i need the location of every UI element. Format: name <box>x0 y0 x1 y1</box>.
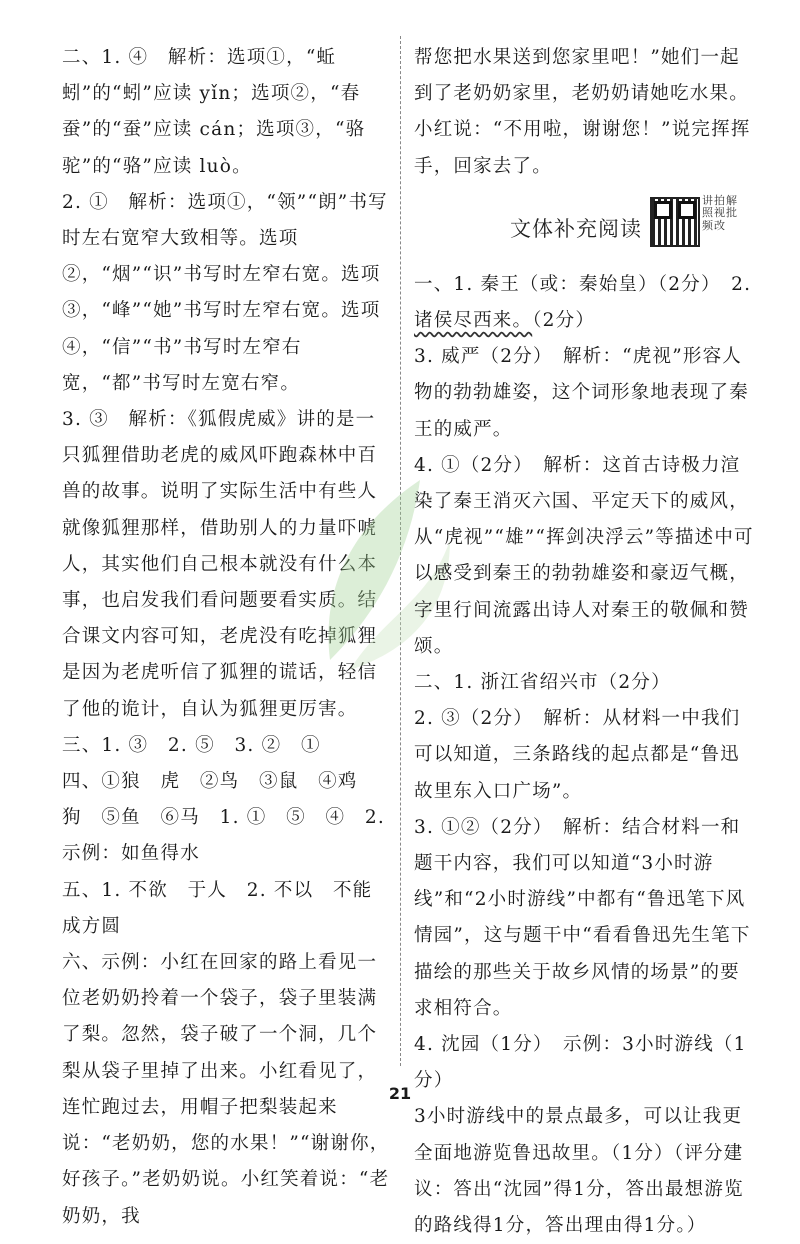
qr-label: 讲拍解照视批频改 <box>702 193 738 232</box>
right-column <box>414 40 754 1244</box>
reading-2-4: 4. 沈园（1分） 示例：3小时游线（1分） <box>414 1034 747 1092</box>
reading-1-3: 3. 威严（2分） 解析：“虎视”形容人物的勃勃雄姿，这个词形象地表现了秦王的威严。 <box>414 346 749 440</box>
answer-2-2: 2. ① 解析：选项①，“领”“朗”书写时左右宽窄大致相等。选项②，“烟”“识”书写时左窄右宽。选项③，“峰”“她”书写时左窄右宽。选项④，“信”“书”书写时左窄右宽，“都”书写时左宽右窄。 <box>62 191 388 394</box>
answer-6: 六、示例：小红在回家的路上看见一位老奶奶拎着一个袋子，袋子里装满了梨。忽然，袋子破了一个洞，几个梨从袋子里掉了出来。小红看见了，连忙跑过去，用帽子把梨装起来说：“老奶奶，您的水果！”“谢谢你，好孩子。”老奶奶说。小红笑着说：“老奶奶，我 <box>62 952 390 1227</box>
answer-4: 四、①狼 虎 ②鸟 ③鼠 ④鸡 狗 ⑤鱼 ⑥马 1. ① ⑤ ④ 2. 示例：如鱼得水 <box>62 771 385 865</box>
reading-1-1-2 <box>414 267 754 339</box>
answer-6-continued: 帮您把水果送到您家里吧！”她们一起到了老奶奶家里，老奶奶请她吃水果。小红说：“不用啦，谢谢您！”说完挥挥手，回家去了。 <box>414 47 751 177</box>
page-number: 21 <box>388 1084 412 1103</box>
qr-code-icon[interactable] <box>650 197 700 247</box>
answer-2-1: 二、1. ④ 解析：选项①，“蚯蚓”的“蚓”应读 yǐn；选项②，“春蚕”的“蚕”应读 cán；选项③，“骆驼”的“骆”应读 luò。 <box>62 47 366 177</box>
wavy-underlined-answer: 诸侯尽西来。 <box>414 310 533 332</box>
answer-2-3: 3. ③ 解析：《狐假虎威》讲的是一只狐狸借助老虎的威风吓跑森林中百兽的故事。说明了实际生活中有些人就像狐狸那样，借助别人的力量吓唬人，其实他们自己根本就没有什么本事，也启发我们看问题要看实质。结合课文内容可知，老虎没有吃掉狐狸是因为老虎听信了狐狸的谎话，轻信了他的诡计，自认为狐狸更厉害。 <box>62 409 378 720</box>
section-title: 文体补充阅读 <box>510 216 642 241</box>
reading-2-2: 2. ③（2分） 解析：从材料一中我们可以知道，三条路线的起点都是“鲁迅故里东入口广场”。 <box>414 708 741 802</box>
reading-1-1-text: 一、1. 秦王（或：秦始皇）（2分） 2. <box>414 273 752 295</box>
section-header <box>414 193 754 261</box>
reading-2-3: 3. ①②（2分） 解析：结合材料一和题干内容，我们可以知道“3小时游线”和“2小时游线”中都有“鲁迅笔下风情园”，这与题干中“看看鲁迅先生笔下描绘的那些关于故乡风情的场景”的要求相符合。 <box>414 816 751 1019</box>
answer-5: 五、1. 不欲 于人 2. 不以 不能成方圆 <box>62 879 373 937</box>
reading-2-4-reason: 3小时游线中的景点最多，可以让我更全面地游览鲁迅故里。（1分）（评分建议：答出“沈园”得1分，答出最想游览的路线得1分，答出理由得1分。） <box>414 1106 744 1237</box>
answer-3: 三、1. ③ 2. ⑤ 3. ② ① <box>62 734 321 756</box>
reading-1-2-score: （2分） <box>532 310 596 332</box>
reading-1-4: 4. ①（2分） 解析：这首古诗极力渲染了秦王消灭六国、平定天下的威风，从“虎视”“雄”“挥剑决浮云”等描述中可以感受到秦王的勃勃雄姿和豪迈气概，字里行间流露出诗人对秦王的敬佩和赞颂。 <box>414 454 754 657</box>
reading-2-1: 二、1. 浙江省绍兴市（2分） <box>414 672 671 694</box>
